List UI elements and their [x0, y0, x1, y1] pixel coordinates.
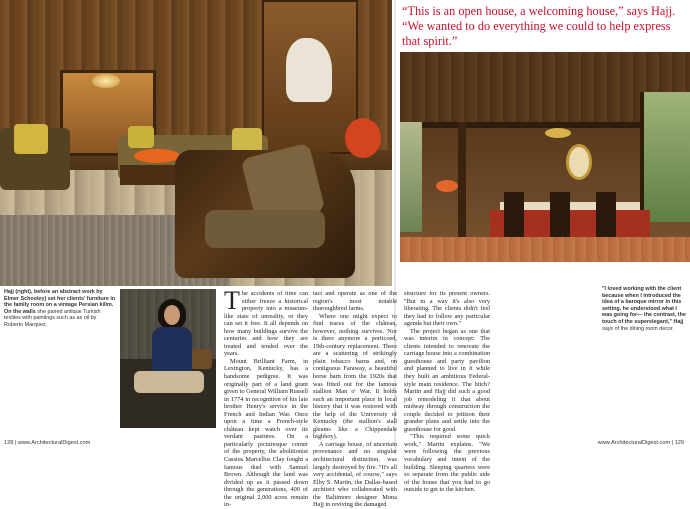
orange-flowers	[436, 180, 458, 192]
left-window	[400, 122, 422, 232]
yellow-pillow	[14, 124, 48, 154]
chandelier	[92, 74, 120, 88]
paragraph: tact and operate as one of the region's most notable thoroughbred farms.	[313, 290, 397, 313]
photo-caption-right	[602, 286, 686, 332]
white-horse-figure	[286, 38, 332, 102]
caption-text: she paired antique Turkish textiles with paintings such as as oil by Roberto Marquez.	[4, 308, 101, 328]
yellow-pillow	[128, 126, 154, 148]
dining-room-photo	[400, 52, 690, 262]
paragraph: Where one might expect to find traces of the château, however, nothing survives. Nor is there anymore a porticoed, 19th-century replacement. There are a scattering of strikingly plain tobacco barns and, on contiguous Faraway, a beautiful horse barn from the 1920s that was fitted out for the famous stallion Man o' War. It holds such an important place in local history that it was restored with the help of the University of Kentucky (the stallion's stall gleams like a Chippendale highboy).	[313, 312, 397, 441]
body-column-2	[313, 290, 397, 509]
folio-left[interactable]: 128 | www.ArchitecturalDigest.com	[4, 440, 91, 446]
caption-text: says of the dining room decor.	[602, 325, 674, 332]
paragraph: structure for its present owners. "But in a way it's also very liberating. The clients didn't feel they had to follow any particular agenda but their own."	[404, 290, 490, 328]
drop-cap: T	[224, 286, 240, 315]
family-room-photo	[0, 0, 392, 286]
designer-portrait-photo	[120, 289, 216, 428]
pull-quote: “This is an open house, a welcoming house,” says Hajj. “We wanted to do everything we could to help express that spirit.”	[402, 4, 676, 48]
caption-bold: Hajj (right), before an abstract work by Elmer Schooley) set her clients' furniture in the family room on a vintage Persian kilim. On the walls	[4, 289, 116, 315]
horse-painting	[262, 0, 358, 154]
baroque-mirror	[566, 144, 592, 180]
paragraph: The project began as one that was interim in concept: The clients intended to renovate the carriage house into a combination guesthouse and party pavilion and planned to live in it while they built an ambitious Federal-style main residence. The hitch? Martin and Hajj did such a good job remodeling it that about midway through construction the couple decided to jettison their grander plans and settle into the guesthouse for good.	[404, 327, 490, 433]
chandelier	[545, 128, 571, 138]
caption-bold: "I loved working with the client because when I introduced the idea of a baroque mirror in this setting, he understood what I was going for— the contrast, the touch of the superelegant," Hajj	[602, 286, 686, 325]
chair-seat-cushion	[205, 210, 325, 248]
right-window	[640, 92, 690, 222]
navy-jacket	[152, 327, 192, 373]
photo-caption-left	[4, 289, 116, 329]
yellow-pillow	[232, 128, 262, 152]
folio-right[interactable]: www.ArchitecturalDigest.com | 129	[597, 440, 684, 446]
body-column-1	[224, 286, 308, 509]
person-face	[164, 305, 180, 325]
paragraph	[224, 286, 308, 358]
body-column-3	[404, 290, 490, 494]
pillow	[190, 349, 212, 369]
orange-flowers	[134, 149, 180, 163]
paragraph: A carriage house, of uncertain provenance and no singular architectural distinction, was largely destroyed by fire. "It's all very accidental, of course," says Elby S. Martin, the Dallas-based architect who collaborated with the Baltimore designer Mona Hajj in reviving the damaged	[313, 440, 397, 509]
orange-vase	[345, 118, 381, 158]
khaki-pants	[134, 371, 204, 393]
brick-floor	[400, 237, 690, 262]
paragraph: Mount Brilliant Farm, in Lexington, Kentucky, has a handsome pedigree. It was originally part of a land grant given to General William Russell in 1774 in recognition of his late brother Henry's service in the French and Indian War. Once upon a time a French-style château kept watch over its verdant pastures. On a particularly picturesque corner of the property, the abolitionist Cassius Marcellus Clay fought a famous duel with Samuel Brown. Although the land was divided up as it passed down through the generations, 400 of the original 2,000 acres remain in-	[224, 357, 308, 509]
paragraph: "This required some quick work," Martin explains. "We were following the previous vocabulary and intent of the building. Sleeping quarters were so separate from the public side of the house that you had to go outside to get to the kitchen.	[404, 433, 490, 494]
paragraph-text: he accidents of time can either freeze a historical property into a museum-like state of unreality, or they can set it free. It all depends on how many buildings survive the centuries and how they are treated and tended over the years.	[224, 290, 308, 358]
